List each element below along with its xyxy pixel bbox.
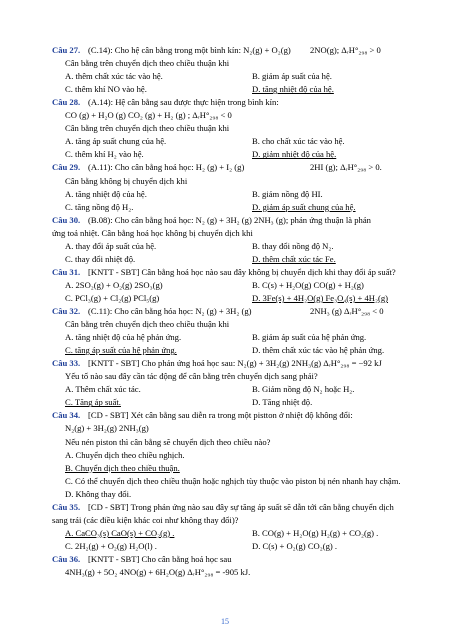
answer-option: C. thêm khí H₂ vào hệ. [65,149,144,160]
question-number: Câu 29. [52,162,81,173]
answer-option: A. tăng áp suất chung của hệ. [65,136,167,147]
answer-option: B. C(s) + H₂O(g) CO(g) + H₂(g) [252,279,364,290]
question-number: Câu 30. [52,214,81,225]
body-text: B. Chuyển dịch theo chiều thuận. [65,462,180,473]
body-text: D. Không thay đổi. [65,488,132,499]
question-text: [KNTT - SBT] Cân bằng hoá học nào sau đây không bị chuyển dịch khi thay đổi áp suất? [88,266,396,277]
answer-option: C. Tăng áp suất. [65,397,121,408]
question-text: (A.14): Hệ cân bằng sau được thực hiện trong bình kín: [88,97,279,108]
body-text: Cân bằng trên chuyển dịch theo chiều thuận khi [65,319,230,330]
answer-option: B. giảm áp suất của hệ phản ứng. [252,332,367,343]
answer-option: C. 2H₂(g) + O₂(g) H₂O(l) . [65,540,157,551]
question-text: [CD - SBT] Trong phản ứng nào sau đây sự tăng áp suất sẽ dẫn tới cân bằng chuyển dịch [88,501,394,512]
answer-option: D. 3Fe(s) + 4H₂O(g) Fe₃O₄(s) + 4H₂(g) [252,292,389,303]
body-text: Cân bằng trên chuyển dịch theo chiều thuận khi [65,58,230,69]
body-text: N₂(g) + 3H₂(g) 2NH₃(g) [65,423,149,434]
body-text: Cân bằng trên chuyển dịch theo chiều thuận khi [65,123,230,134]
question-number: Câu 32. [52,306,81,316]
question-text: (B.08): Cho cân bằng hoá học: N₂ (g) + 3H₂ (g) 2NH₃ (g); phản ứng thuận là phản [88,214,371,225]
answer-option: A. tăng nhiệt độ của hệ phản ứng. [65,332,182,343]
answer-option: B. giảm nồng độ HI. [252,188,323,199]
answer-option: D. thêm chất xúc tác vào hệ phản ứng. [252,345,385,356]
answer-option: B. giảm áp suất của hệ. [252,71,332,82]
answer-option: A. thay đổi áp suất của hệ. [65,240,157,251]
question-number: Câu 33. [52,358,81,369]
answer-option: D. tăng nhiệt độ của hệ. [252,84,334,95]
question-number: Câu 28. [52,97,81,108]
body-text: C. Có thể chuyển dịch theo chiều thuận hoặc nghịch tùy thuộc vào piston bị nén nhanh hay chậm. [65,475,401,486]
question-text-right: 2NO(g); ΔᵣH°₂₉₈ > 0 [310,45,381,55]
question-text: [KNTT - SBT] Cho phản ứng hoá học sau: N₂(g) + 3H₂(g) 2NH₃(g) ΔᵣH°₂₉₈ = −92 kJ [88,358,382,369]
body-text: CO (g) + H₂O (g) CO₂ (g) + H₂ (g) ; ΔᵣH°₂₉₈ < 0 [65,110,232,121]
answer-option: A. thêm chất xúc tác vào hệ. [65,71,163,82]
body-text: Nếu nén piston thì cân bằng sẽ chuyển dịch theo chiều nào? [65,436,271,447]
body-text: Cân bằng không bị chuyển dịch khi [65,175,188,186]
question-number: Câu 31. [52,266,81,277]
body-text: A. Chuyển dịch theo chiều nghịch. [65,449,185,460]
answer-option: A. CaCO₃(s) CaO(s) + CO₂(g) . [65,527,175,538]
answer-option: A. Thêm chất xúc tác. [65,384,141,395]
answer-option: D. giảm áp suất chung của hệ. [252,201,356,212]
answer-option: C. PCl₃(g) + Cl₂(g) PCl₅(g) [65,292,160,303]
question-text: (C.14): Cho hệ cân bằng trong một bình kín: N₂(g) + O₂(g) [88,45,291,55]
question-number: Câu 27. [52,45,81,55]
body-text: sang trái (các điều kiện khác coi như không thay đổi)? [52,514,239,525]
question-text: (C.11): Cho cân bằng hóa học: N₂ (g) + 3H₂ (g) [88,306,252,316]
answer-option: D. giảm nhiệt độ của hệ. [252,149,337,160]
question-number: Câu 36. [52,553,81,564]
answer-option: A. 2SO₂(g) + O₂(g) 2SO₃(g) [65,279,163,290]
question-text: [KNTT - SBT] Cho cân bằng hoá học sau [88,553,232,564]
body-text: Yếu tố nào sau đây cần tác động để cân bằng trên chuyển dịch sang phải? [65,371,318,382]
body-text: ứng toả nhiệt. Cân bằng hoá học không bị chuyển dịch khi [52,227,253,238]
answer-option: B. CO(g) + H₂O(g) H₂(g) + CO₂(g) . [252,527,379,538]
question-text-right: 2HI (g); ΔᵣH°₂₉₈ > 0. [310,162,382,173]
answer-option: B. thay đổi nồng độ N₂. [252,240,334,251]
answer-option: D. C(s) + O₂(g) CO₂(g) . [252,540,338,551]
question-number: Câu 35. [52,501,81,512]
body-text: 4NH₃(g) + 5O₂ 4NO(g) + 6H₂O(g) ΔᵣH°₂₉₈ = -905 kJ. [65,567,251,577]
answer-option: C. tăng áp suất của hệ phản ứng. [65,345,177,356]
answer-option: B. Giảm nồng độ N₂ hoặc H₂. [252,384,355,395]
answer-option: D. Tăng nhiệt độ. [252,397,313,408]
question-text-right: 2NH₃ (g) ΔᵣH°₂₉₈ < 0 [310,306,384,316]
answer-option: A. tăng nhiệt độ của hệ. [65,188,147,199]
page-number: 15 [221,617,229,626]
answer-option: D. thêm chất xúc tác Fe. [252,253,336,264]
answer-option: C. thêm khí NO vào hệ. [65,84,147,95]
question-text: [CD - SBT] Xét cân bằng sau diễn ra trong một pistton ở nhiệt độ không đổi: [88,410,353,421]
answer-option: B. cho chất xúc tác vào hệ. [252,136,345,147]
answer-option: C. thay đổi nhiệt độ. [65,253,136,264]
answer-option: C. tăng nồng độ H₂. [65,201,134,212]
question-text: (A.11): Cho cân bằng hoá học: H₂ (g) + I₂ (g) [88,162,245,173]
question-number: Câu 34. [52,410,81,421]
